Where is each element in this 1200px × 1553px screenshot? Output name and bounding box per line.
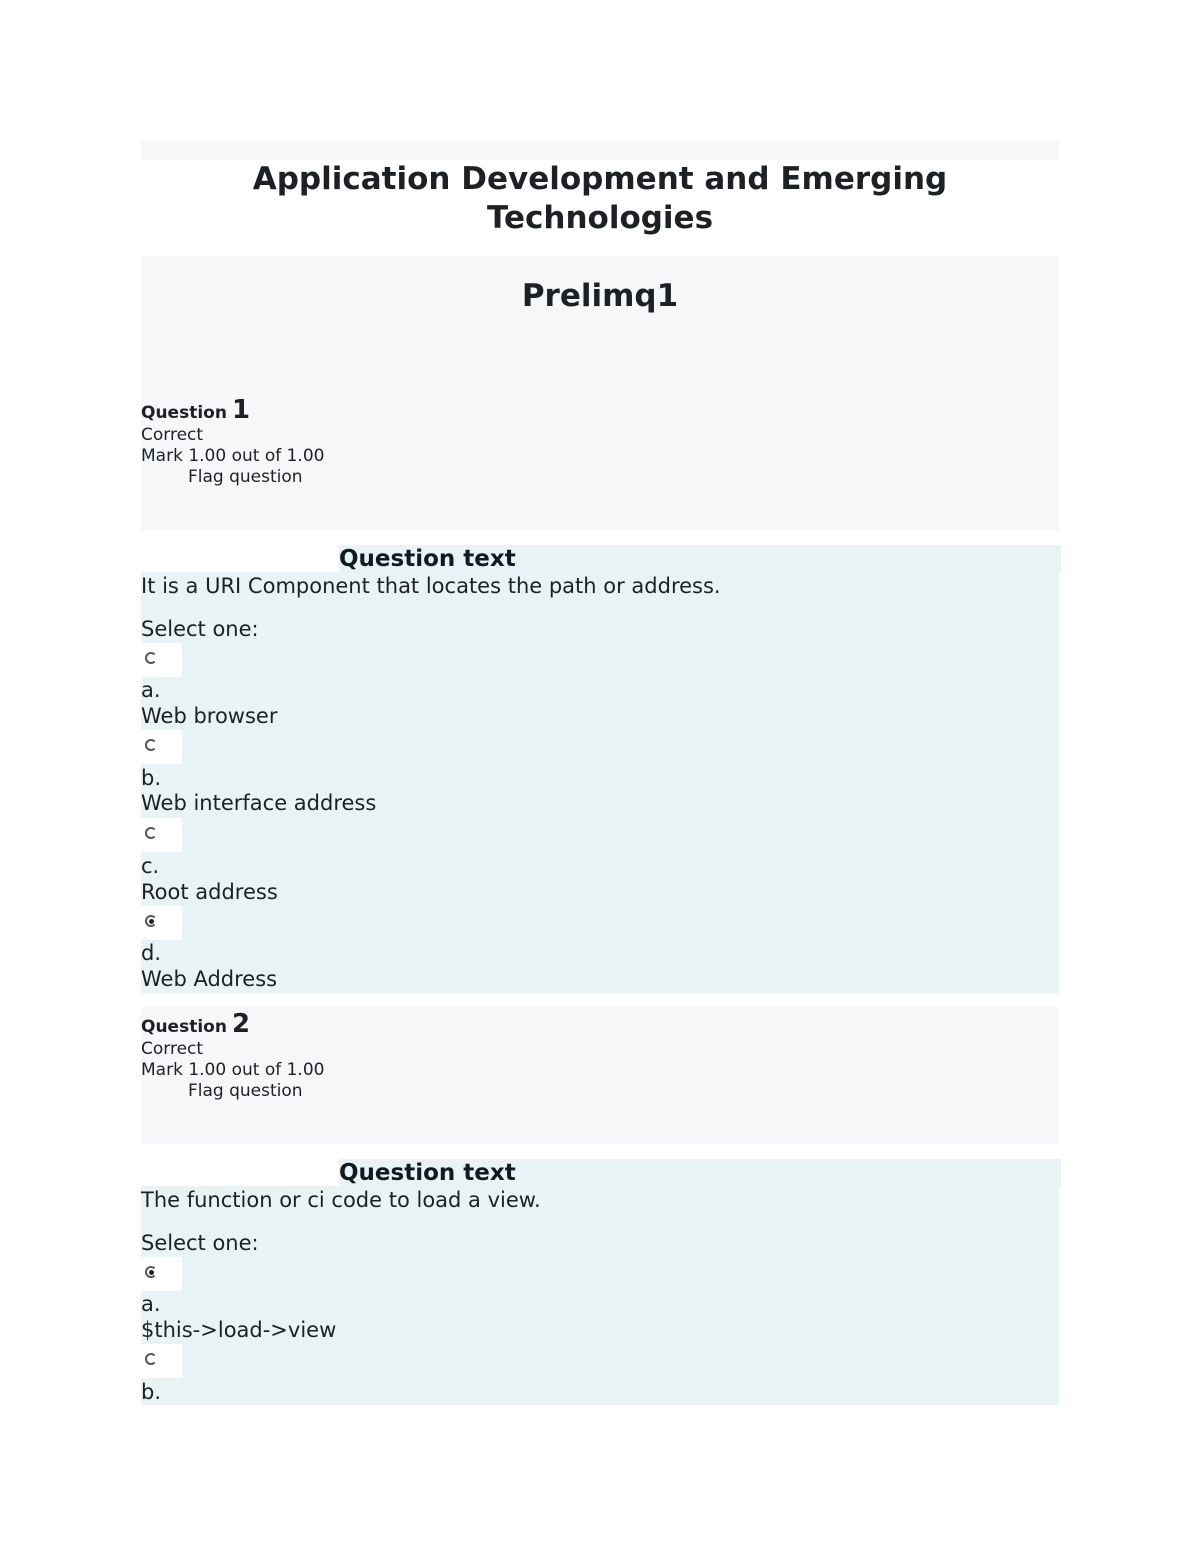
radio-checked-icon xyxy=(145,915,157,927)
option-d-letter: d. xyxy=(141,941,162,965)
question-label: Question xyxy=(141,1017,227,1037)
option-a-text[interactable]: Web browser xyxy=(141,704,278,728)
question-text-heading-label: Question text xyxy=(339,1160,516,1186)
option-b-radio[interactable] xyxy=(141,730,182,764)
question-1-info xyxy=(141,395,324,488)
question-label: Question xyxy=(141,403,227,423)
question-1-text: It is a URI Component that locates the path or address. xyxy=(141,574,721,598)
option-a-letter: a. xyxy=(141,678,161,702)
flag-question-link[interactable]: Flag question xyxy=(188,1081,303,1101)
option-b-letter: b. xyxy=(141,1380,162,1404)
question-2-info xyxy=(141,1009,324,1102)
quiz-title: Prelimq1 xyxy=(521,278,679,314)
option-b-radio[interactable] xyxy=(141,1344,182,1378)
question-2-content-band xyxy=(141,1186,1059,1405)
document-title: Application Development and Emerging Technologies xyxy=(252,161,948,236)
top-band xyxy=(141,141,1059,160)
option-a-radio[interactable] xyxy=(141,643,182,677)
question-2-text-heading xyxy=(339,1159,1061,1187)
radio-icon xyxy=(145,827,157,839)
radio-icon xyxy=(145,1353,157,1365)
radio-icon xyxy=(145,739,157,751)
question-2-text: The function or ci code to load a view. xyxy=(141,1188,541,1212)
radio-checked-icon xyxy=(145,1266,157,1278)
question-state: Correct xyxy=(141,1039,204,1059)
question-1-content-band xyxy=(141,572,1059,993)
flag-question-link[interactable]: Flag question xyxy=(188,467,303,487)
option-d-text[interactable]: Web Address xyxy=(141,967,278,991)
option-c-radio[interactable] xyxy=(141,818,182,852)
option-a-radio[interactable] xyxy=(141,1257,182,1291)
question-1-select-label: Select one: xyxy=(141,617,259,641)
option-a-text[interactable]: $this->load->view xyxy=(141,1318,337,1342)
question-number: 2 xyxy=(232,1009,251,1039)
option-d-radio[interactable] xyxy=(141,906,182,940)
question-text-heading-label: Question text xyxy=(339,546,516,572)
question-1-text-heading xyxy=(339,545,1061,573)
option-a-letter: a. xyxy=(141,1292,161,1316)
question-2-select-label: Select one: xyxy=(141,1231,259,1255)
option-c-letter: c. xyxy=(141,854,160,878)
question-mark: Mark 1.00 out of 1.00 xyxy=(141,446,325,466)
question-number: 1 xyxy=(232,395,251,425)
question-state: Correct xyxy=(141,425,204,445)
radio-icon xyxy=(145,652,157,664)
question-mark: Mark 1.00 out of 1.00 xyxy=(141,1060,325,1080)
option-b-text[interactable]: Web interface address xyxy=(141,791,377,815)
option-b-letter: b. xyxy=(141,766,162,790)
option-c-text[interactable]: Root address xyxy=(141,880,278,904)
